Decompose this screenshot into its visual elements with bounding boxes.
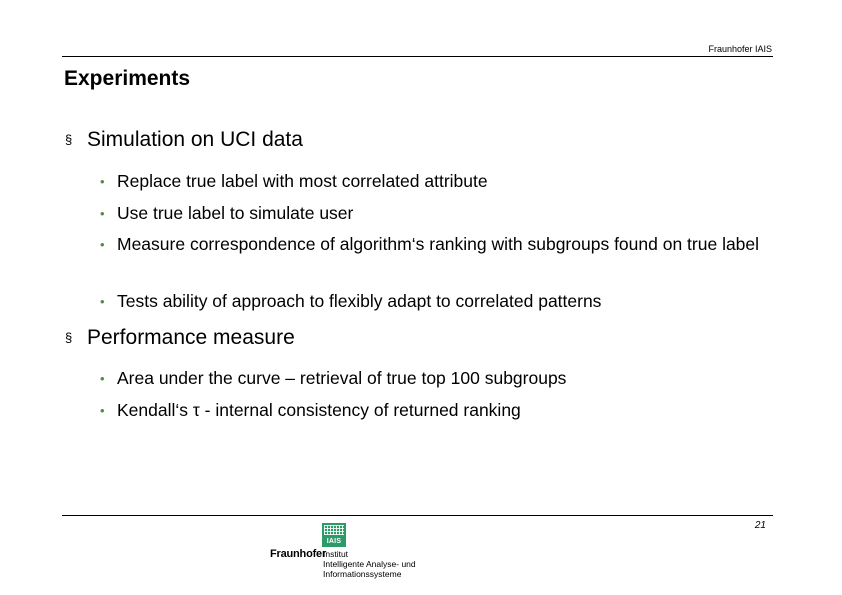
institute-line: Informationssysteme (323, 569, 402, 579)
list-item-text: Measure correspondence of algorithm‘s ranking with subgroups found on true label (117, 234, 760, 254)
slide-title: Experiments (64, 67, 191, 90)
section-marker-icon: § (65, 330, 73, 345)
institute-line: Institut (323, 549, 349, 559)
bullet-icon: • (100, 294, 105, 309)
logo-institute (323, 549, 416, 579)
section-heading (65, 128, 303, 152)
list-item (100, 169, 780, 193)
list-item-text: Replace true label with most correlated attribute (117, 171, 488, 191)
bullet-icon: • (100, 206, 105, 221)
list-item (100, 289, 780, 313)
list-item-text: Use true label to simulate user (117, 203, 354, 223)
institute-line: Intelligente Analyse- und (323, 559, 416, 569)
section-label: Performance measure (87, 326, 295, 349)
header-organization: Fraunhofer IAIS (708, 44, 772, 54)
page-number: 21 (754, 520, 766, 531)
fraunhofer-logo-mark (322, 523, 346, 547)
list-item (100, 366, 780, 390)
logo-grid-icon (324, 525, 344, 535)
section-marker-icon: § (65, 132, 73, 147)
bullet-icon: • (100, 403, 105, 418)
list-item (100, 201, 780, 225)
list-item-text: Kendall‘s τ - internal consistency of returned ranking (117, 400, 521, 420)
section-heading (65, 326, 295, 350)
logo-mark-text: IAIS (326, 538, 342, 545)
bullet-icon: • (100, 174, 105, 189)
logo-brand: Fraunhofer (270, 548, 327, 560)
bottom-divider (62, 515, 773, 516)
list-item-text: Tests ability of approach to flexibly adapt to correlated patterns (117, 291, 602, 311)
section-label: Simulation on UCI data (87, 128, 303, 151)
list-item-text: Area under the curve – retrieval of true top 100 subgroups (117, 368, 567, 388)
list-item (100, 398, 780, 422)
top-divider (62, 56, 773, 57)
bullet-icon: • (100, 237, 105, 252)
list-item (100, 232, 780, 256)
bullet-icon: • (100, 371, 105, 386)
